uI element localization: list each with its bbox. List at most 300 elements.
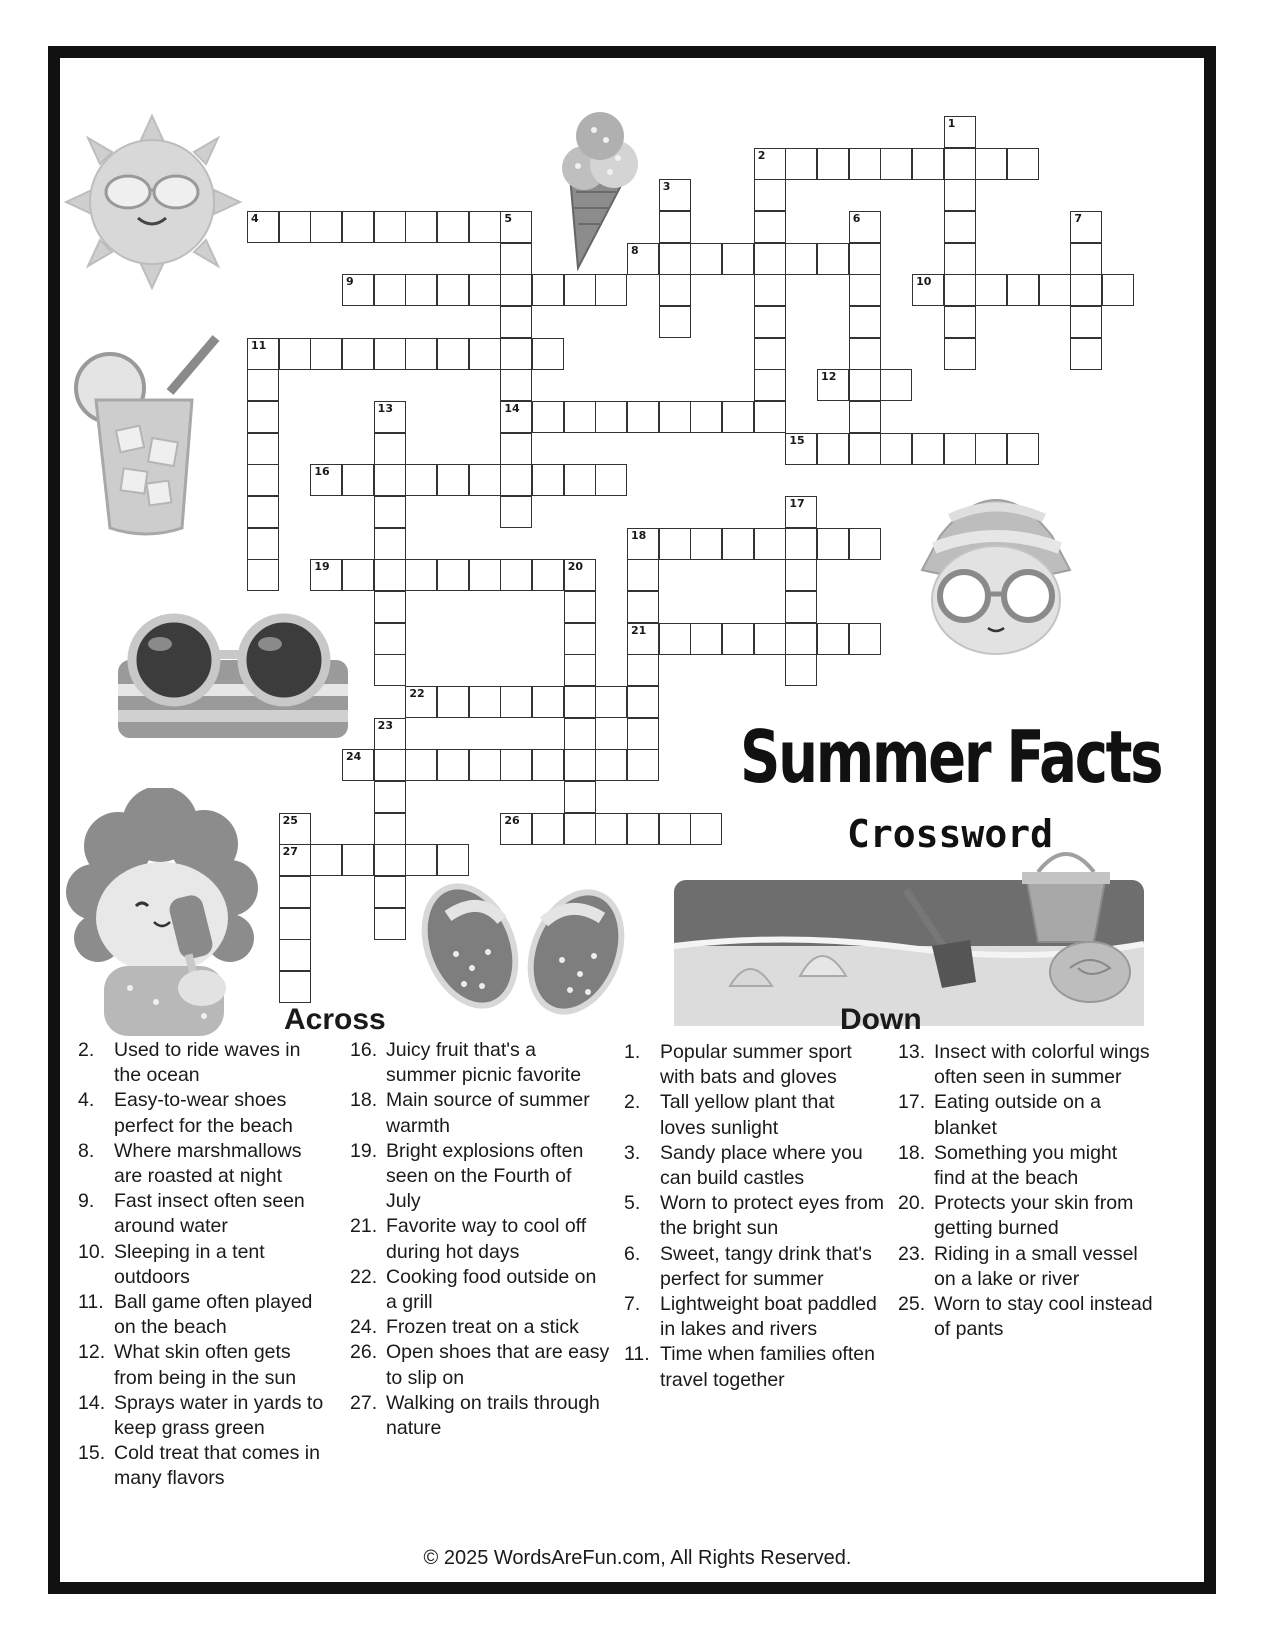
down-heading: Down — [840, 1003, 922, 1036]
down-clue-text: Something you might find at the beach — [934, 1141, 1118, 1190]
across-clue-number: 12. — [78, 1341, 106, 1364]
crossword-cell[interactable] — [532, 813, 564, 845]
across-clue — [78, 1088, 328, 1138]
crossword-cell[interactable] — [785, 528, 817, 560]
crossword-cell[interactable] — [849, 243, 881, 275]
clue-number: 12 — [821, 370, 837, 384]
crossword-cell[interactable] — [342, 559, 374, 591]
clue-number: 7 — [1074, 212, 1083, 225]
crossword-cell[interactable] — [849, 369, 881, 401]
down-clue-text: Popular summer sport with bats and gloves — [660, 1041, 852, 1089]
across-clue — [78, 1038, 328, 1088]
down-clue-number: 13. — [898, 1041, 926, 1063]
crossword-cell[interactable] — [1070, 306, 1102, 338]
crossword-cell[interactable] — [374, 559, 406, 591]
crossword-cell[interactable] — [564, 559, 596, 591]
crossword-cell[interactable] — [374, 274, 406, 306]
down-clue-number: 1. — [624, 1041, 641, 1063]
crossword-cell[interactable] — [595, 401, 627, 433]
clue-number: 23 — [377, 718, 393, 732]
crossword-cell[interactable] — [247, 433, 279, 465]
crossword-cell[interactable] — [627, 401, 659, 433]
crossword-cell[interactable] — [975, 274, 1007, 306]
down-clue-text: Time when families often travel together — [660, 1343, 875, 1391]
across-clue-number: 14. — [78, 1391, 106, 1414]
across-clue-text: Main source of summer warmth — [386, 1089, 590, 1137]
crossword-cell[interactable] — [595, 813, 627, 845]
crossword-cell[interactable] — [500, 749, 532, 781]
crossword-cell[interactable] — [595, 274, 627, 306]
crossword-cell[interactable] — [627, 591, 659, 623]
crossword-cell[interactable] — [342, 338, 374, 370]
crossword-cell[interactable] — [627, 243, 659, 275]
crossword-cell[interactable] — [754, 306, 786, 338]
crossword-cell[interactable] — [500, 686, 532, 718]
lemonade-glass-illustration — [66, 332, 226, 542]
clue-number: 26 — [504, 813, 520, 827]
crossword-cell[interactable] — [564, 274, 596, 306]
crossword-cell[interactable] — [247, 338, 279, 370]
down-clues-column-2 — [898, 1040, 1154, 1342]
across-clue — [78, 1290, 328, 1340]
crossword-cell[interactable] — [595, 749, 627, 781]
crossword-cell[interactable] — [500, 813, 532, 845]
across-clue-text: Open shoes that are easy to slip on — [386, 1341, 610, 1389]
down-clue — [898, 1191, 1154, 1241]
crossword-cell[interactable] — [1007, 148, 1039, 180]
across-clue-text: Easy-to-wear shoes perfect for the beach — [114, 1089, 293, 1137]
crossword-cell[interactable] — [659, 243, 691, 275]
crossword-cell[interactable] — [690, 813, 722, 845]
across-clue-number: 9. — [78, 1190, 95, 1213]
clue-number: 18 — [631, 528, 647, 542]
clue-number: 8 — [631, 243, 639, 257]
crossword-cell[interactable] — [374, 781, 406, 813]
down-clue-text: Sandy place where you can build castles — [660, 1141, 863, 1190]
across-clue-text: Sprays water in yards to keep grass green — [114, 1391, 324, 1440]
crossword-cell[interactable] — [469, 338, 501, 370]
sunglasses-towel-illustration — [112, 610, 362, 742]
crossword-cell[interactable] — [469, 464, 501, 496]
crossword-cell[interactable] — [500, 243, 532, 275]
crossword-cell[interactable] — [374, 749, 406, 781]
down-clue-text: Tall yellow plant that loves sunlight — [660, 1091, 835, 1139]
crossword-cell[interactable] — [944, 274, 976, 306]
crossword-cell[interactable] — [247, 559, 279, 591]
crossword-cell[interactable] — [944, 211, 976, 243]
crossword-cell[interactable] — [500, 559, 532, 591]
crossword-cell[interactable] — [374, 211, 406, 243]
crossword-cell[interactable] — [374, 876, 406, 908]
crossword-cell[interactable] — [659, 306, 691, 338]
crossword-cell[interactable] — [279, 211, 311, 243]
down-clue — [624, 1141, 884, 1191]
crossword-cell[interactable] — [1070, 338, 1102, 370]
down-clue-text: Protects your skin from getting burned — [934, 1192, 1134, 1240]
crossword-cell[interactable] — [659, 211, 691, 243]
crossword-cell[interactable] — [754, 623, 786, 655]
across-clue-number: 27. — [350, 1391, 378, 1414]
crossword-cell[interactable] — [437, 338, 469, 370]
across-heading: Across — [284, 1003, 386, 1036]
crossword-cell[interactable] — [817, 148, 849, 180]
crossword-cell[interactable] — [405, 844, 437, 876]
across-clue — [350, 1214, 610, 1264]
across-clue-number: 21. — [350, 1215, 378, 1238]
crossword-cell[interactable] — [785, 496, 817, 528]
crossword-cell[interactable] — [754, 274, 786, 306]
crossword-cell[interactable] — [247, 464, 279, 496]
crossword-cell[interactable] — [659, 623, 691, 655]
crossword-cell[interactable] — [437, 844, 469, 876]
down-clue-number: 18. — [898, 1141, 926, 1164]
across-clue — [78, 1240, 328, 1290]
crossword-cell[interactable] — [1039, 274, 1071, 306]
down-clue-text: Worn to stay cool instead of pants — [934, 1293, 1153, 1341]
crossword-cell[interactable] — [374, 591, 406, 623]
kid-popsicle-illustration — [64, 788, 264, 1036]
crossword-cell[interactable] — [279, 813, 311, 845]
crossword-cell[interactable] — [1070, 243, 1102, 275]
clue-number: 16 — [314, 465, 330, 479]
crossword-cell[interactable] — [659, 274, 691, 306]
clue-number: 9 — [346, 275, 354, 289]
crossword-cell[interactable] — [912, 274, 944, 306]
down-clue — [624, 1090, 884, 1140]
across-clue-number: 4. — [78, 1089, 95, 1112]
down-clue — [624, 1040, 884, 1090]
crossword-cell[interactable] — [564, 813, 596, 845]
crossword-cell[interactable] — [437, 464, 469, 496]
crossword-cell[interactable] — [627, 686, 659, 718]
crossword-cell[interactable] — [944, 116, 976, 148]
crossword-cell[interactable] — [437, 211, 469, 243]
crossword-cell[interactable] — [310, 559, 342, 591]
down-clue — [624, 1342, 884, 1392]
crossword-cell[interactable] — [849, 528, 881, 560]
down-clue — [624, 1242, 884, 1292]
clue-number: 27 — [282, 845, 298, 859]
crossword-cell[interactable] — [785, 559, 817, 591]
crossword-cell[interactable] — [342, 844, 374, 876]
crossword-cell[interactable] — [564, 749, 596, 781]
crossword-cell[interactable] — [279, 338, 311, 370]
crossword-cell[interactable] — [880, 369, 912, 401]
crossword-cell[interactable] — [437, 749, 469, 781]
crossword-cell[interactable] — [880, 148, 912, 180]
crossword-cell[interactable] — [247, 496, 279, 528]
across-clue — [350, 1315, 610, 1340]
down-clue — [898, 1292, 1154, 1342]
crossword-cell[interactable] — [469, 749, 501, 781]
crossword-cell[interactable] — [1070, 211, 1102, 243]
crossword-cell[interactable] — [564, 781, 596, 813]
crossword-cell[interactable] — [500, 369, 532, 401]
crossword-cell[interactable] — [405, 464, 437, 496]
crossword-cell[interactable] — [944, 179, 976, 211]
down-clue-text: Eating outside on a blanket — [934, 1091, 1101, 1139]
across-clue — [350, 1139, 610, 1215]
clue-number: 11 — [251, 338, 267, 352]
crossword-cell[interactable] — [532, 401, 564, 433]
clue-number: 5 — [504, 212, 513, 225]
crossword-cell[interactable] — [817, 623, 849, 655]
crossword-cell[interactable] — [912, 148, 944, 180]
crossword-cell[interactable] — [627, 813, 659, 845]
crossword-cell[interactable] — [500, 338, 532, 370]
crossword-cell[interactable] — [849, 401, 881, 433]
crossword-cell[interactable] — [374, 654, 406, 686]
crossword-cell[interactable] — [1007, 433, 1039, 465]
crossword-cell[interactable] — [374, 496, 406, 528]
crossword-cell[interactable] — [532, 749, 564, 781]
crossword-cell[interactable] — [500, 306, 532, 338]
crossword-cell[interactable] — [722, 401, 754, 433]
crossword-cell[interactable] — [975, 148, 1007, 180]
crossword-cell[interactable] — [880, 433, 912, 465]
crossword-cell[interactable] — [469, 211, 501, 243]
crossword-cell[interactable] — [437, 274, 469, 306]
across-clue-number: 15. — [78, 1442, 106, 1465]
crossword-cell[interactable] — [500, 401, 532, 433]
crossword-cell[interactable] — [564, 591, 596, 623]
down-clue — [898, 1141, 1154, 1191]
clue-number: 21 — [631, 623, 647, 637]
crossword-cell[interactable] — [405, 274, 437, 306]
down-clue-number: 20. — [898, 1192, 926, 1215]
crossword-cell[interactable] — [944, 433, 976, 465]
crossword-cell[interactable] — [532, 686, 564, 718]
crossword-cell[interactable] — [532, 464, 564, 496]
crossword-cell[interactable] — [564, 464, 596, 496]
crossword-cell[interactable] — [659, 528, 691, 560]
crossword-cell[interactable] — [279, 844, 311, 876]
crossword-cell[interactable] — [627, 528, 659, 560]
crossword-cell[interactable] — [754, 211, 786, 243]
clue-number: 25 — [282, 813, 298, 827]
crossword-cell[interactable] — [944, 148, 976, 180]
crossword-cell[interactable] — [374, 433, 406, 465]
crossword-cell[interactable] — [1070, 274, 1102, 306]
down-clue-number: 3. — [624, 1141, 641, 1164]
across-clue-text: Bright explosions often seen on the Fourth of July — [386, 1139, 584, 1213]
crossword-cell[interactable] — [817, 528, 849, 560]
down-clue-number: 23. — [898, 1242, 926, 1265]
down-clue-number: 11. — [624, 1343, 650, 1366]
across-clue-text: Cooking food outside on a grill — [386, 1265, 597, 1314]
down-clue-text: Lightweight boat paddled in lakes and rivers — [660, 1293, 877, 1341]
across-clue-number: 10. — [78, 1240, 106, 1263]
crossword-cell[interactable] — [690, 528, 722, 560]
crossword-cell[interactable] — [722, 623, 754, 655]
bucket-hat-kid-illustration — [910, 478, 1082, 656]
crossword-cell[interactable] — [374, 401, 406, 433]
crossword-cell[interactable] — [532, 274, 564, 306]
crossword-cell[interactable] — [849, 274, 881, 306]
crossword-cell[interactable] — [944, 306, 976, 338]
crossword-cell[interactable] — [754, 338, 786, 370]
crossword-cell[interactable] — [374, 844, 406, 876]
crossword-cell[interactable] — [564, 401, 596, 433]
crossword-cell[interactable] — [469, 559, 501, 591]
crossword-cell[interactable] — [849, 211, 881, 243]
across-clue-text: Fast insect often seen around water — [114, 1190, 305, 1238]
across-clue — [78, 1441, 328, 1491]
crossword-cell[interactable] — [817, 369, 849, 401]
flip-flops-illustration — [410, 876, 640, 1016]
down-clue-number: 25. — [898, 1293, 926, 1316]
across-clue-text: Cold treat that comes in many flavors — [114, 1442, 320, 1490]
crossword-cell[interactable] — [310, 338, 342, 370]
crossword-cell[interactable] — [849, 148, 881, 180]
crossword-cell[interactable] — [247, 401, 279, 433]
across-clue-number: 11. — [78, 1291, 104, 1314]
crossword-cell[interactable] — [374, 718, 406, 750]
crossword-cell[interactable] — [595, 686, 627, 718]
across-clue — [350, 1340, 610, 1390]
crossword-cell[interactable] — [690, 243, 722, 275]
crossword-cell[interactable] — [627, 559, 659, 591]
crossword-cell[interactable] — [564, 718, 596, 750]
crossword-cell[interactable] — [374, 908, 406, 940]
clue-number: 2 — [757, 148, 766, 162]
crossword-cell[interactable] — [279, 971, 311, 1003]
crossword-cell[interactable] — [532, 559, 564, 591]
crossword-cell[interactable] — [405, 338, 437, 370]
clue-number: 17 — [789, 497, 805, 511]
across-clues-column-2 — [350, 1038, 610, 1441]
crossword-cell[interactable] — [342, 749, 374, 781]
crossword-cell[interactable] — [659, 813, 691, 845]
across-clue — [78, 1391, 328, 1441]
crossword-cell[interactable] — [405, 749, 437, 781]
down-clue-number: 6. — [624, 1242, 641, 1265]
crossword-cell[interactable] — [374, 813, 406, 845]
across-clue-number: 16. — [350, 1039, 378, 1061]
crossword-cell[interactable] — [310, 211, 342, 243]
crossword-cell[interactable] — [785, 243, 817, 275]
crossword-cell[interactable] — [469, 686, 501, 718]
crossword-cell[interactable] — [785, 654, 817, 686]
crossword-cell[interactable] — [754, 528, 786, 560]
crossword-cell[interactable] — [342, 464, 374, 496]
crossword-cell[interactable] — [690, 401, 722, 433]
clue-number: 24 — [346, 750, 362, 764]
crossword-cell[interactable] — [342, 211, 374, 243]
across-clue-number: 19. — [350, 1139, 378, 1162]
crossword-cell[interactable] — [849, 433, 881, 465]
crossword-cell[interactable] — [1007, 274, 1039, 306]
crossword-cell[interactable] — [342, 274, 374, 306]
crossword-cell[interactable] — [849, 306, 881, 338]
crossword-cell[interactable] — [659, 401, 691, 433]
crossword-cell[interactable] — [722, 243, 754, 275]
crossword-cell[interactable] — [849, 338, 881, 370]
crossword-cell[interactable] — [279, 939, 311, 971]
across-clue-text: What skin often gets from being in the sun — [114, 1341, 297, 1389]
across-clue-number: 22. — [350, 1265, 378, 1288]
clue-number: 13 — [377, 402, 393, 416]
crossword-cell[interactable] — [785, 623, 817, 655]
crossword-cell[interactable] — [912, 433, 944, 465]
crossword-cell[interactable] — [690, 623, 722, 655]
crossword-cell[interactable] — [817, 433, 849, 465]
crossword-cell[interactable] — [405, 686, 437, 718]
crossword-cell[interactable] — [279, 876, 311, 908]
crossword-cell[interactable] — [374, 464, 406, 496]
crossword-cell[interactable] — [944, 243, 976, 275]
crossword-cell[interactable] — [374, 338, 406, 370]
crossword-cell[interactable] — [944, 338, 976, 370]
crossword-cell[interactable] — [500, 211, 532, 243]
clue-number: 22 — [409, 687, 425, 701]
crossword-cell[interactable] — [817, 243, 849, 275]
crossword-cell[interactable] — [437, 559, 469, 591]
crossword-cell[interactable] — [722, 528, 754, 560]
crossword-cell[interactable] — [469, 274, 501, 306]
crossword-cell[interactable] — [247, 528, 279, 560]
crossword-cell[interactable] — [564, 654, 596, 686]
crossword-cell[interactable] — [754, 243, 786, 275]
clue-number: 14 — [504, 402, 520, 416]
down-clue — [898, 1040, 1154, 1090]
across-clue-text: Walking on trails through nature — [386, 1391, 600, 1440]
crossword-cell[interactable] — [500, 274, 532, 306]
crossword-cell[interactable] — [437, 686, 469, 718]
across-clue-number: 2. — [78, 1039, 95, 1061]
crossword-cell[interactable] — [627, 623, 659, 655]
down-clue — [898, 1090, 1154, 1140]
crossword-cell[interactable] — [247, 211, 279, 243]
down-clue-text: Insect with colorful wings often seen in summer — [934, 1041, 1150, 1089]
crossword-cell[interactable] — [627, 718, 659, 750]
crossword-cell[interactable] — [754, 148, 786, 180]
crossword-cell[interactable] — [754, 401, 786, 433]
across-clue-text: Where marshmallows are roasted at night — [114, 1139, 302, 1188]
crossword-cell[interactable] — [564, 623, 596, 655]
crossword-cell[interactable] — [374, 623, 406, 655]
crossword-cell[interactable] — [247, 369, 279, 401]
crossword-cell[interactable] — [754, 179, 786, 211]
crossword-cell[interactable] — [310, 844, 342, 876]
across-clue-number: 18. — [350, 1089, 378, 1112]
crossword-cell[interactable] — [532, 338, 564, 370]
crossword-cell[interactable] — [595, 464, 627, 496]
crossword-cell[interactable] — [564, 686, 596, 718]
crossword-cell[interactable] — [500, 433, 532, 465]
crossword-cell[interactable] — [310, 464, 342, 496]
crossword-cell[interactable] — [785, 591, 817, 623]
crossword-cell[interactable] — [500, 464, 532, 496]
crossword-cell[interactable] — [405, 559, 437, 591]
crossword-cell[interactable] — [849, 623, 881, 655]
crossword-cell[interactable] — [374, 528, 406, 560]
crossword-cell[interactable] — [627, 654, 659, 686]
crossword-cell[interactable] — [659, 179, 691, 211]
crossword-cell[interactable] — [785, 148, 817, 180]
crossword-cell[interactable] — [405, 211, 437, 243]
crossword-cell[interactable] — [500, 496, 532, 528]
crossword-cell[interactable] — [754, 369, 786, 401]
crossword-cell[interactable] — [627, 749, 659, 781]
across-clue-number: 24. — [350, 1316, 378, 1339]
across-clue-text: Juicy fruit that's a summer picnic favorite — [386, 1039, 582, 1087]
crossword-cell[interactable] — [1102, 274, 1134, 306]
crossword-cell[interactable] — [785, 433, 817, 465]
crossword-cell[interactable] — [279, 908, 311, 940]
puzzle-title: Summer Facts — [740, 715, 1162, 799]
crossword-cell[interactable] — [975, 433, 1007, 465]
